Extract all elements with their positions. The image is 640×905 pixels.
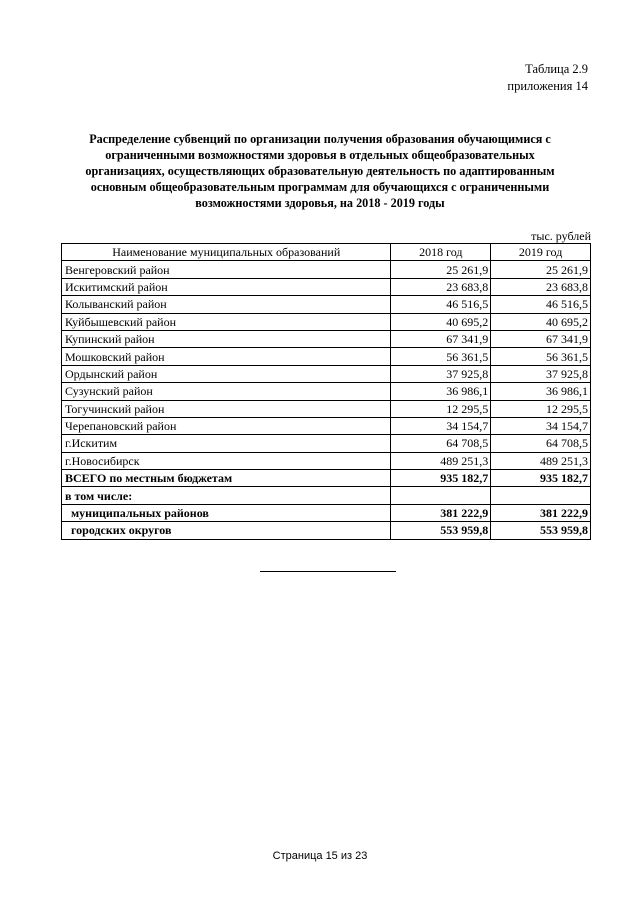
title-line: ограниченными возможностями здоровья в отдельных общеобразовательных	[105, 148, 535, 162]
document-title	[70, 131, 570, 211]
table-reference	[507, 61, 588, 95]
municipality-name: Искитимский район	[62, 278, 391, 295]
value-2019: 46 516,5	[491, 296, 591, 313]
value-2019: 37 925,8	[491, 365, 591, 382]
total-value-2018: 935 182,7	[391, 470, 491, 487]
table-row	[62, 383, 591, 400]
column-header-2019: 2019 год	[491, 244, 591, 261]
subtotal-row	[62, 522, 591, 539]
separator-line	[260, 571, 396, 572]
subtotal-label: городских округов	[62, 522, 391, 539]
table-number: Таблица 2.9	[525, 62, 588, 76]
total-label: ВСЕГО по местным бюджетам	[62, 470, 391, 487]
including-row	[62, 487, 591, 504]
value-2018: 56 361,5	[391, 348, 491, 365]
municipality-name: Мошковский район	[62, 348, 391, 365]
value-2018: 25 261,9	[391, 261, 491, 278]
subvention-table	[61, 243, 591, 540]
table-row	[62, 278, 591, 295]
table-row	[62, 261, 591, 278]
value-2018: 37 925,8	[391, 365, 491, 382]
empty-cell	[391, 487, 491, 504]
value-2018: 36 986,1	[391, 383, 491, 400]
value-2018: 46 516,5	[391, 296, 491, 313]
units-label: тыс. рублей	[531, 229, 591, 243]
value-2018: 23 683,8	[391, 278, 491, 295]
appendix-number: приложения 14	[507, 79, 588, 93]
municipality-name: г.Новосибирск	[62, 452, 391, 469]
table-row	[62, 452, 591, 469]
column-header-municipality: Наименование муниципальных образований	[62, 244, 391, 261]
table-header-row	[62, 244, 591, 261]
value-2018: 64 708,5	[391, 435, 491, 452]
value-2019: 34 154,7	[491, 417, 591, 434]
value-2019: 56 361,5	[491, 348, 591, 365]
title-line: Распределение субвенций по организации получения образования обучающимися с	[89, 132, 551, 146]
table-row	[62, 400, 591, 417]
title-line: возможностями здоровья, на 2018 - 2019 годы	[195, 196, 445, 210]
table-row	[62, 296, 591, 313]
value-2018: 12 295,5	[391, 400, 491, 417]
empty-cell	[491, 487, 591, 504]
page-number: Страница 15 из 23	[272, 850, 368, 862]
table-row	[62, 435, 591, 452]
municipality-name: г.Искитим	[62, 435, 391, 452]
table-row	[62, 348, 591, 365]
value-2019: 12 295,5	[491, 400, 591, 417]
value-2019: 64 708,5	[491, 435, 591, 452]
column-header-2018: 2018 год	[391, 244, 491, 261]
subtotal-label: муниципальных районов	[62, 504, 391, 521]
municipality-name: Сузунский район	[62, 383, 391, 400]
municipality-name: Черепановский район	[62, 417, 391, 434]
table-row	[62, 365, 591, 382]
subtotal-value-2018: 553 959,8	[391, 522, 491, 539]
subtotal-value-2019: 381 222,9	[491, 504, 591, 521]
total-row	[62, 470, 591, 487]
total-value-2019: 935 182,7	[491, 470, 591, 487]
subtotal-value-2019: 553 959,8	[491, 522, 591, 539]
including-label: в том числе:	[62, 487, 391, 504]
value-2018: 67 341,9	[391, 330, 491, 347]
value-2019: 23 683,8	[491, 278, 591, 295]
municipality-name: Колыванский район	[62, 296, 391, 313]
municipality-name: Ордынский район	[62, 365, 391, 382]
value-2019: 40 695,2	[491, 313, 591, 330]
municipality-name: Купинский район	[62, 330, 391, 347]
title-line: основным общеобразовательным программам для обучающихся с ограниченными	[90, 180, 550, 194]
table-row	[62, 417, 591, 434]
title-line: организациях, осуществляющих образовательную деятельность по адаптированным	[85, 164, 555, 178]
municipality-name: Венгеровский район	[62, 261, 391, 278]
value-2019: 36 986,1	[491, 383, 591, 400]
table-row	[62, 330, 591, 347]
subtotal-value-2018: 381 222,9	[391, 504, 491, 521]
municipality-name: Тогучинский район	[62, 400, 391, 417]
value-2018: 40 695,2	[391, 313, 491, 330]
subtotal-row	[62, 504, 591, 521]
municipality-name: Куйбышевский район	[62, 313, 391, 330]
table-row	[62, 313, 591, 330]
value-2018: 489 251,3	[391, 452, 491, 469]
value-2019: 25 261,9	[491, 261, 591, 278]
value-2019: 489 251,3	[491, 452, 591, 469]
value-2019: 67 341,9	[491, 330, 591, 347]
value-2018: 34 154,7	[391, 417, 491, 434]
